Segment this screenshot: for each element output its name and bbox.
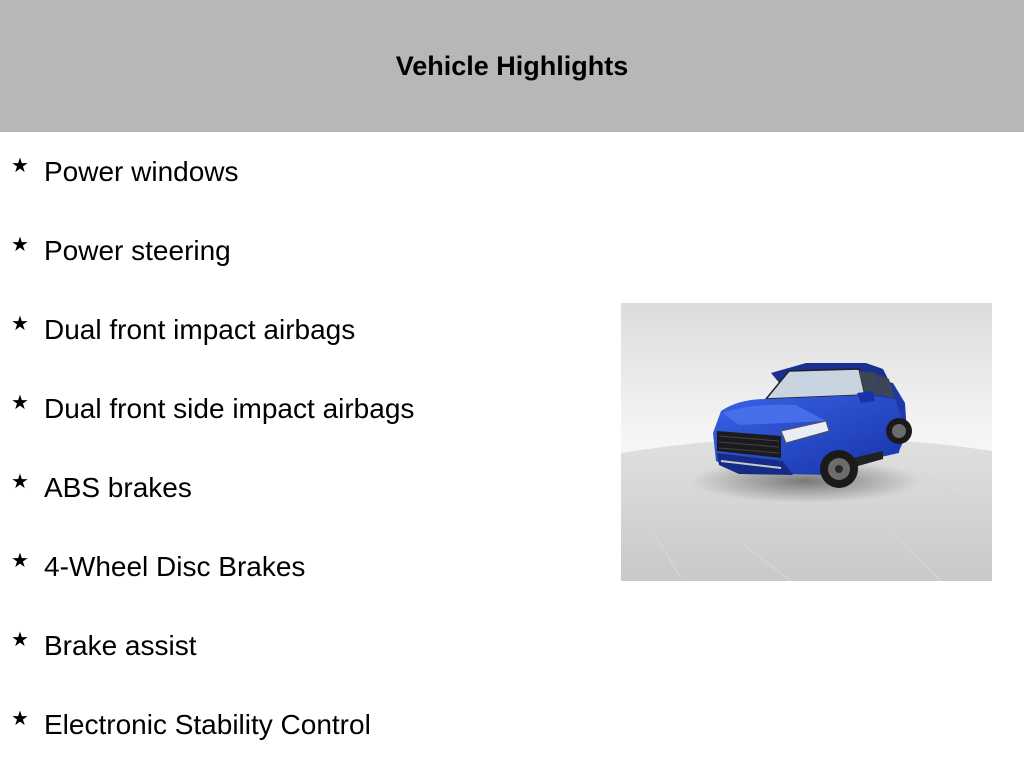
vehicle-photo [621, 303, 992, 581]
star-icon: ★ [11, 392, 29, 414]
star-icon: ★ [11, 471, 29, 493]
highlight-label: Power windows [44, 156, 239, 187]
star-icon: ★ [11, 629, 29, 651]
star-icon: ★ [11, 708, 29, 730]
highlight-label: Dual front impact airbags [44, 314, 356, 345]
highlights-header [0, 0, 1024, 132]
highlight-label: 4-Wheel Disc Brakes [44, 551, 306, 582]
highlight-label: Brake assist [44, 630, 197, 661]
highlight-label: Power steering [44, 235, 231, 266]
star-icon: ★ [11, 313, 29, 335]
star-icon: ★ [11, 155, 29, 177]
highlight-label: ABS brakes [44, 472, 192, 503]
star-icon: ★ [11, 550, 29, 572]
highlight-label: Electronic Stability Control [44, 709, 371, 740]
star-icon: ★ [11, 234, 29, 256]
highlight-label: Dual front side impact airbags [44, 393, 415, 424]
page-title: Vehicle Highlights [395, 50, 629, 81]
